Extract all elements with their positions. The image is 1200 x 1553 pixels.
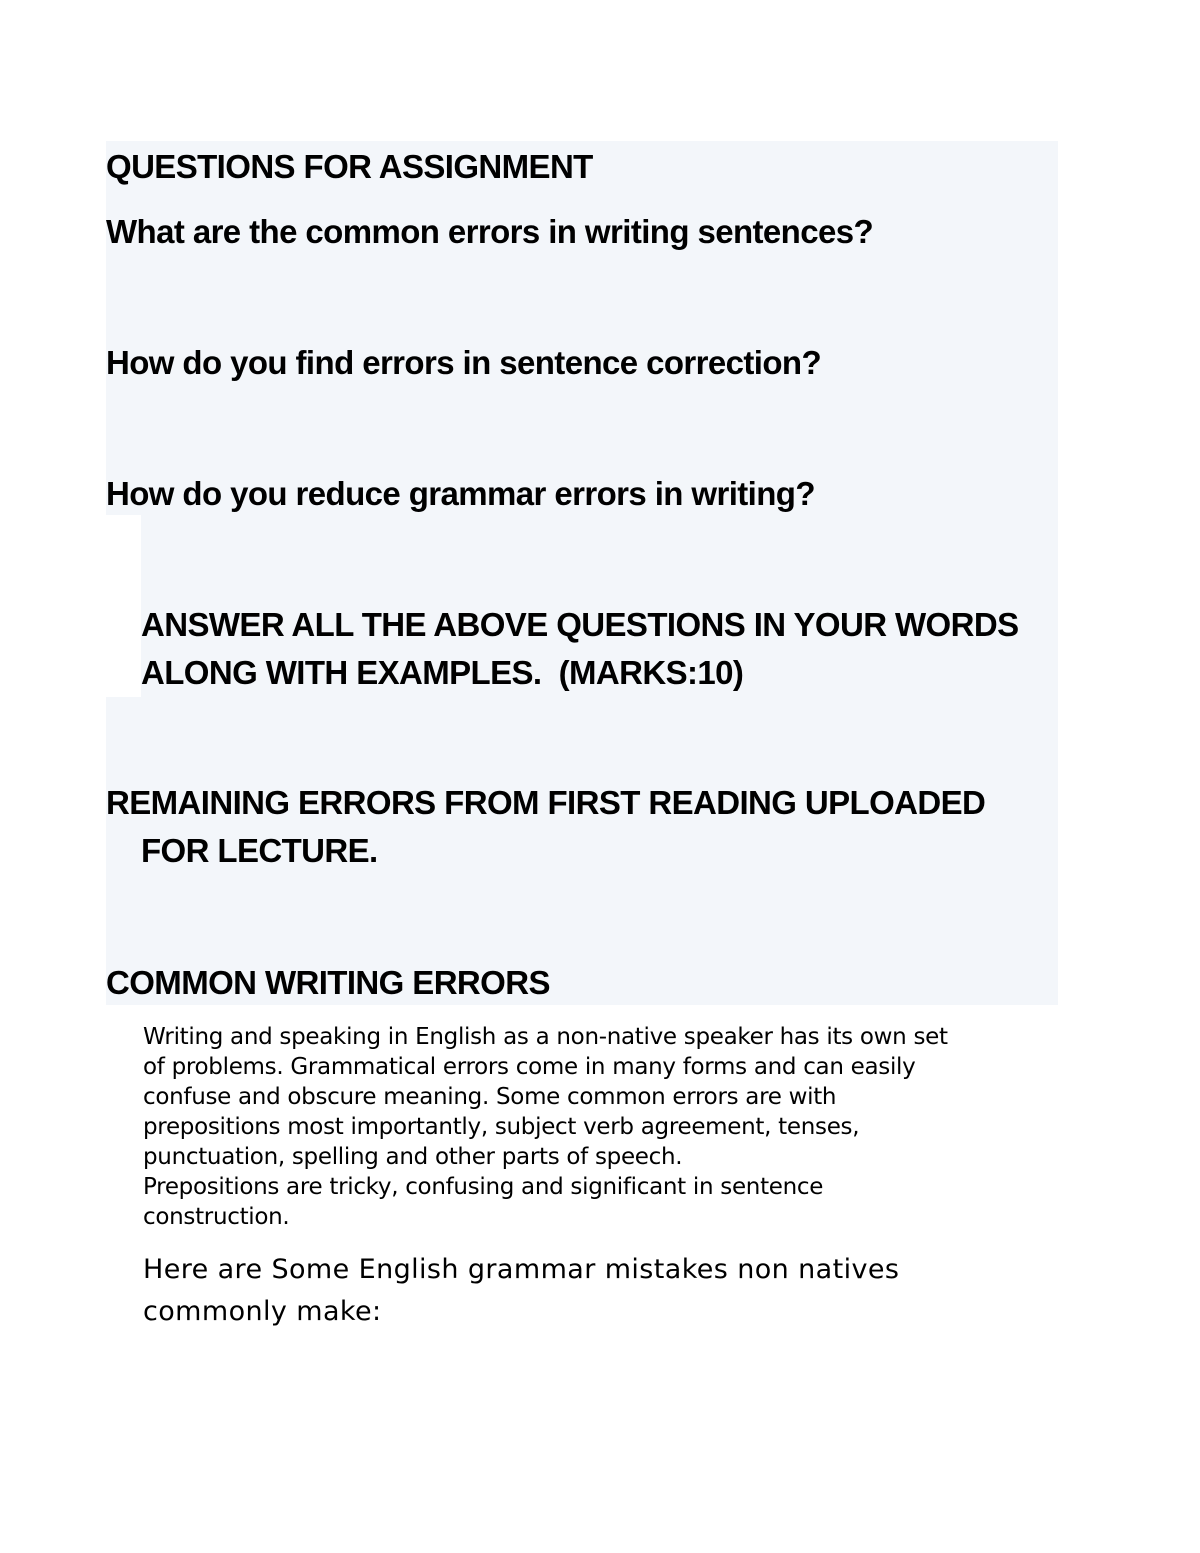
highlight-block-top xyxy=(106,141,1058,515)
question-3: How do you reduce grammar errors in writing? xyxy=(106,475,815,512)
paragraph-line: Prepositions are tricky, confusing and significant in sentence xyxy=(143,1174,824,1200)
instruction-line-1: ANSWER ALL THE ABOVE QUESTIONS IN YOUR WORDS xyxy=(141,606,1019,643)
heading-common-writing-errors: COMMON WRITING ERRORS xyxy=(106,964,550,1001)
paragraph-line: prepositions most importantly, subject verb agreement, tenses, xyxy=(143,1114,860,1140)
heading-questions-for-assignment: QUESTIONS FOR ASSIGNMENT xyxy=(106,148,593,185)
instruction-answer-all xyxy=(141,601,1019,697)
remaining-line-1: REMAINING ERRORS FROM FIRST READING UPLOADED xyxy=(106,784,986,821)
paragraph-line: of problems. Grammatical errors come in many forms and can easily xyxy=(143,1054,916,1080)
paragraph-common-errors xyxy=(143,1022,1073,1232)
intro-line-1: Here are Some English grammar mistakes non natives xyxy=(143,1254,900,1285)
paragraph-line: construction. xyxy=(143,1204,290,1230)
instruction-line-2: ALONG WITH EXAMPLES. (MARKS:10) xyxy=(141,654,744,691)
remaining-errors-note xyxy=(106,779,985,875)
intro-grammar-mistakes xyxy=(143,1249,1073,1333)
paragraph-line: confuse and obscure meaning. Some common errors are with xyxy=(143,1084,837,1110)
paragraph-line: Writing and speaking in English as a non-native speaker has its own set xyxy=(143,1024,948,1050)
question-2: How do you find errors in sentence correction? xyxy=(106,344,822,381)
question-1: What are the common errors in writing sentences? xyxy=(106,213,874,250)
remaining-line-2: FOR LECTURE. xyxy=(141,832,378,869)
paragraph-line: punctuation, spelling and other parts of speech. xyxy=(143,1144,683,1170)
intro-line-2: commonly make: xyxy=(143,1296,382,1327)
